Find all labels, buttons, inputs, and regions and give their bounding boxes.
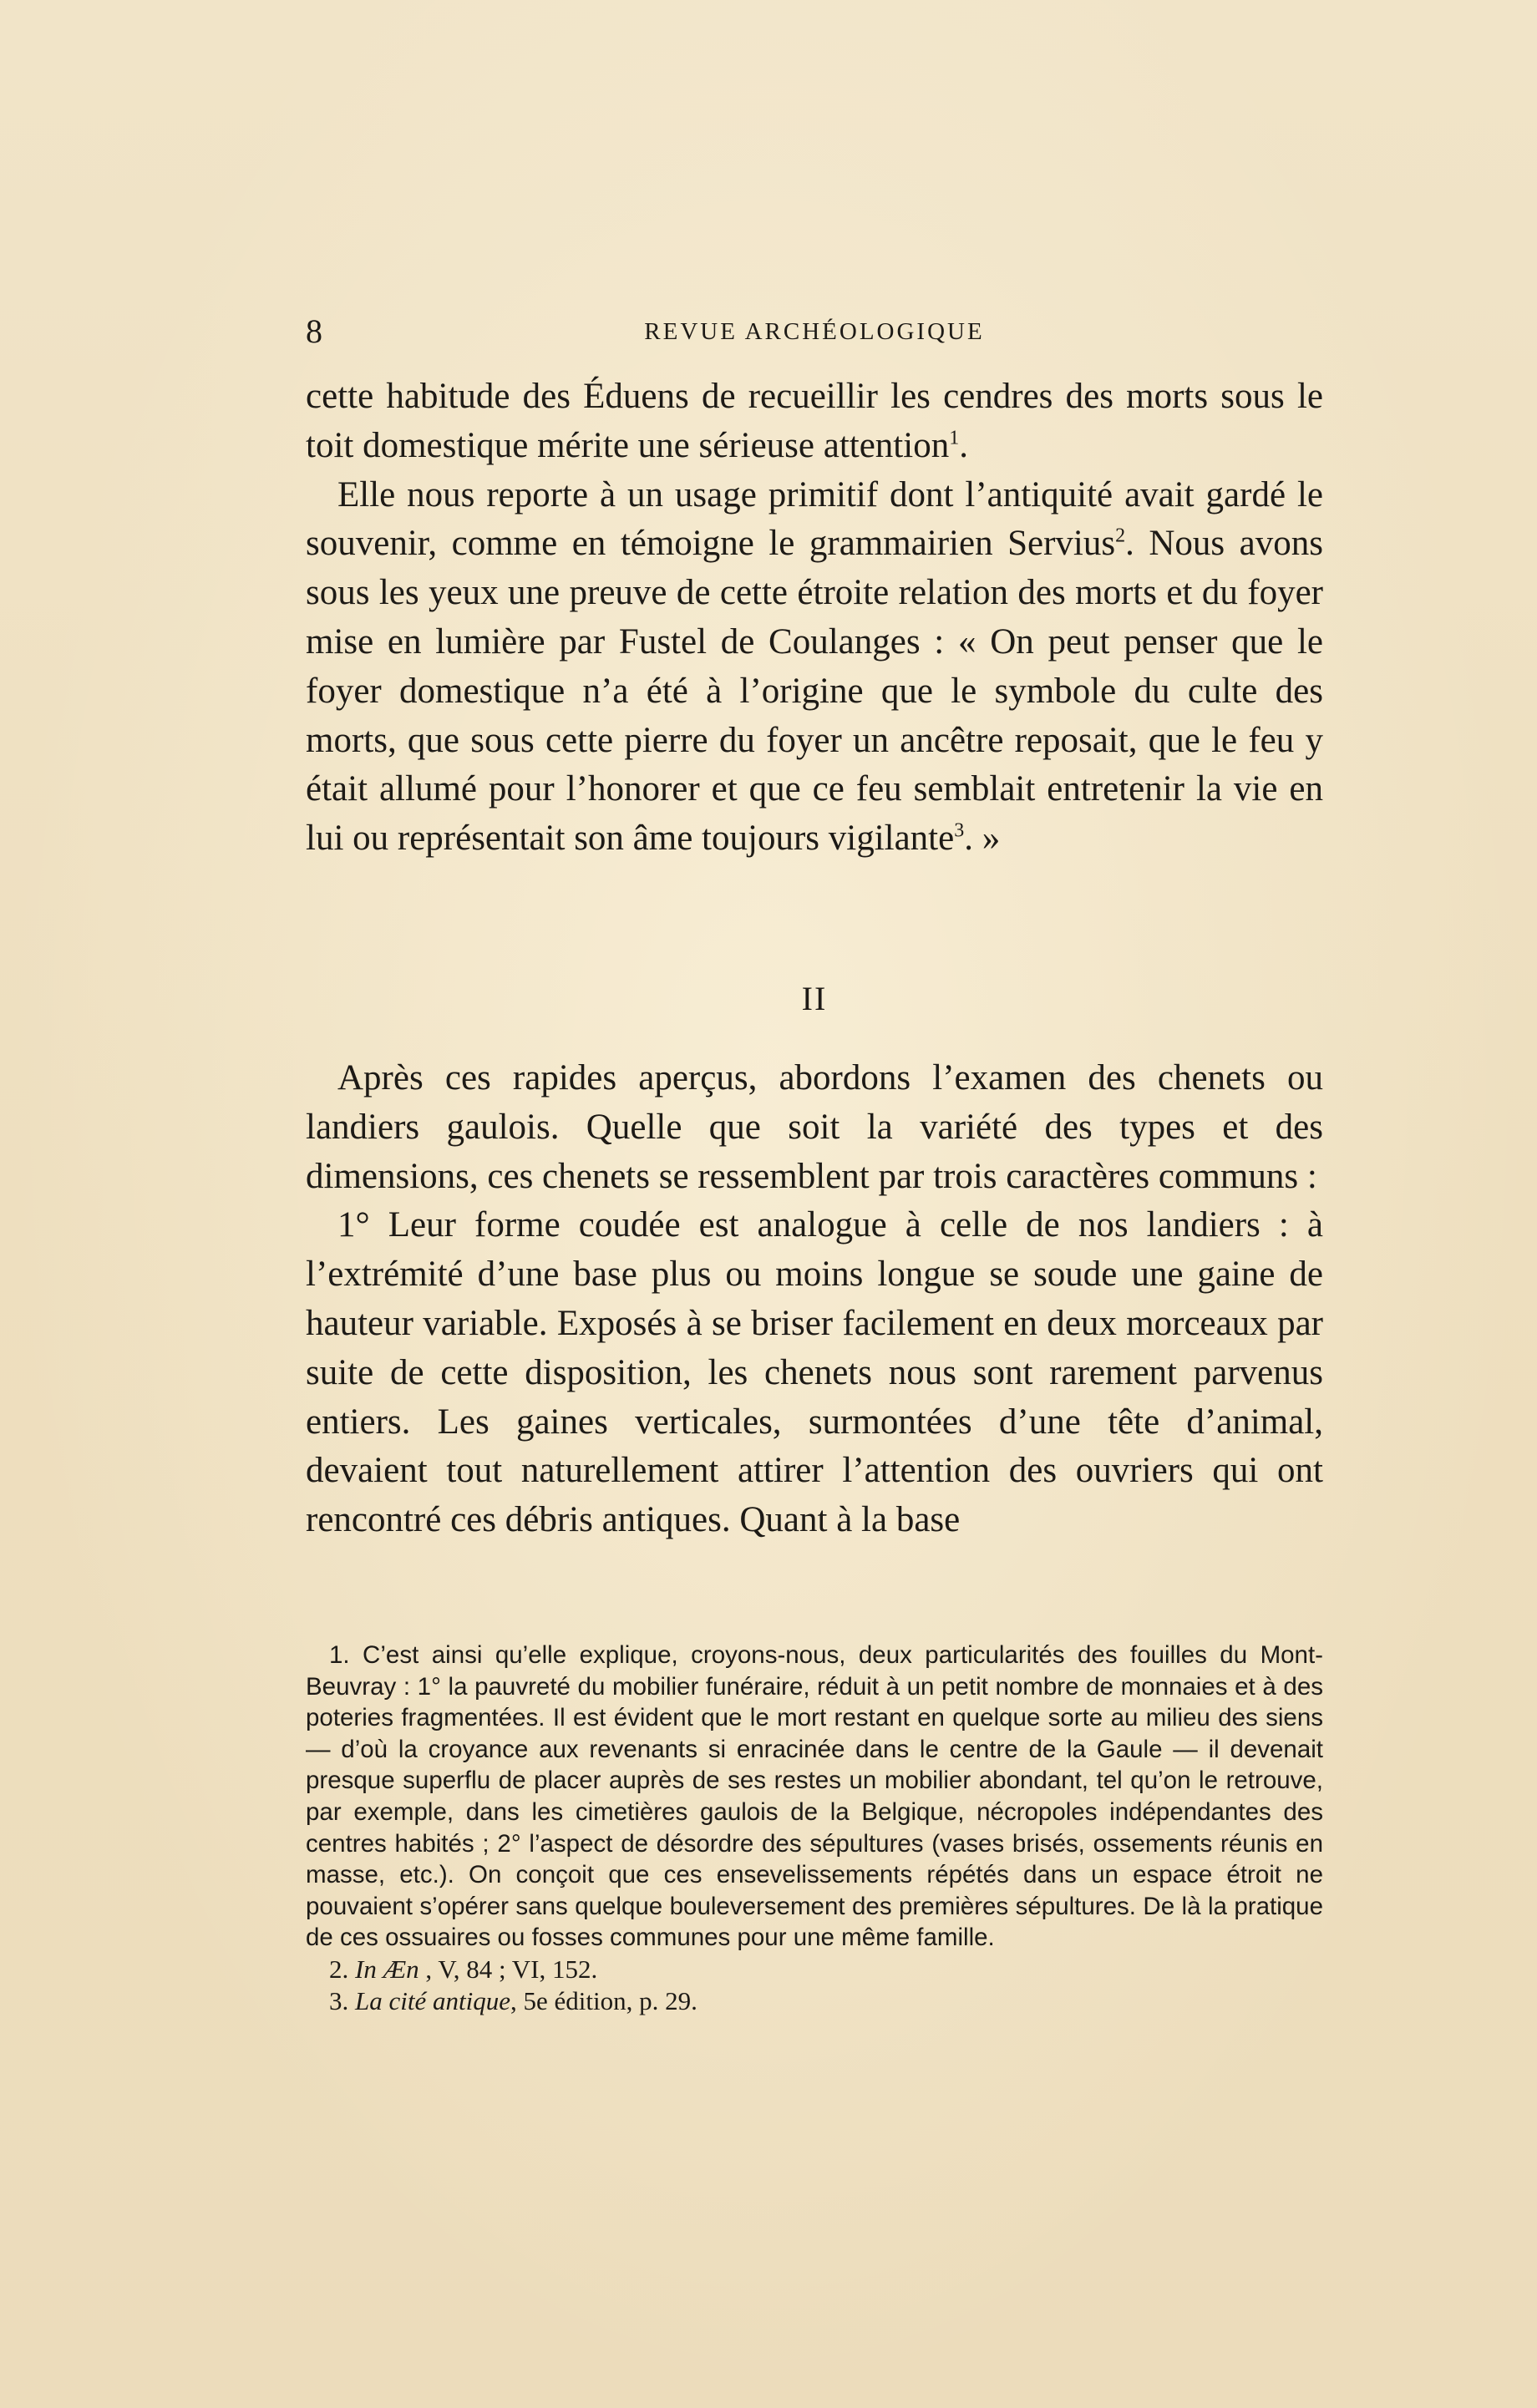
footnote-number: 3.	[329, 1985, 349, 2015]
paragraph-servius	[306, 471, 1323, 864]
paragraph-text: . Nous avons sous les yeux une preuve de cette étroite relation des morts et du foyer mise en lumière par Fustel de Coulanges : « On peut penser que le foyer domestique n’a été à l’origine que le symbole du culte des morts, que sous cette pierre du foyer un ancêtre reposait, que le feu y était allumé pour l’honorer et que ce feu semblait entretenir la vie en lui ou représentait son âme toujours vigilante	[306, 524, 1324, 859]
footnote-ref-3: 3	[954, 819, 965, 842]
body-text-top	[306, 373, 1323, 864]
paragraph-continuation	[306, 373, 1323, 471]
page-number: 8	[306, 312, 322, 350]
footnote-citation-rest: , 5e édition, p. 29.	[510, 1985, 697, 2015]
footnote-2	[306, 1954, 1323, 1985]
footnotes	[306, 1640, 1323, 2016]
footnote-citation-title: In Æn	[355, 1954, 419, 1984]
journal-title: REVUE ARCHÉOLOGIQUE	[644, 318, 985, 345]
running-head	[306, 311, 1323, 352]
paragraph-text: cette habitude des Éduens de recueillir les cendres des morts sous le toit domestique mérite une sérieuse attention	[306, 377, 1323, 465]
footnote-citation-title: La cité antique	[355, 1985, 510, 2015]
footnote-citation-rest: , V, 84 ; VI, 152.	[418, 1954, 598, 1984]
footnote-ref-1: 1	[949, 427, 960, 449]
footnote-1: 1. C’est ainsi qu’elle explique, croyons-nous, deux particularités des fouilles du Mont-Beuvray : 1° la pauvreté du mobilier funéraire, réduit à un petit nombre de monnaies et à des poteries fragmentées. Il est évident que le mort restant en quelque sorte au milieu des siens — d’où la croyance aux revenants si enracinée dans le centre de la Gaule — il devenait presque superflu de placer auprès de ses restes un mobilier abondant, tel qu’on le retrouve, par exemple, dans les cimetières gaulois de la Belgique, nécropoles indépendantes des centres habités ; 2° l’aspect de désordre des sépultures (vases brisés, ossements réunis en masse, etc.). On conçoit que ces ensevelissements répétés dans un espace étroit ne pouvaient s’opérer sans quelque bouleversement des premières sépultures. De là la pratique de ces ossuaires ou fosses communes pour une même famille.	[306, 1641, 1323, 1952]
paragraph-forme-coudee: 1° Leur forme coudée est analogue à celle de nos landiers : à l’extrémité d’une base plus ou moins longue se soude une gaine de hauteur variable. Exposés à se briser facilement en deux morceaux par suite de cette disposition, les chenets nous sont rarement parvenus entiers. Les gaines verticales, surmontées d’une tête d’animal, devaient tout naturellement attirer l’attention des ouvriers qui ont rencontré ces débris antiques. Quant à la base	[306, 1205, 1323, 1540]
paragraph-text: . »	[964, 819, 1001, 859]
footnote-ref-2: 2	[1115, 525, 1126, 548]
footnote-3	[306, 1985, 1323, 2017]
paragraph-text: Elle nous reporte à un usage primitif dont l’antiquité avait gardé le souvenir, comme en témoigne le grammairien Servius	[306, 474, 1323, 564]
paragraph-text: .	[959, 425, 968, 465]
paragraph-chenets: Après ces rapides aperçus, abordons l’examen des chenets ou landiers gaulois. Quelle que soit la variété des types et des dimensions, ces chenets se ressemblent par trois caractères communs :	[306, 1058, 1323, 1196]
body-text-bottom	[306, 1054, 1323, 1545]
footnote-number: 2.	[329, 1954, 349, 1984]
section-heading: II	[801, 980, 828, 1017]
